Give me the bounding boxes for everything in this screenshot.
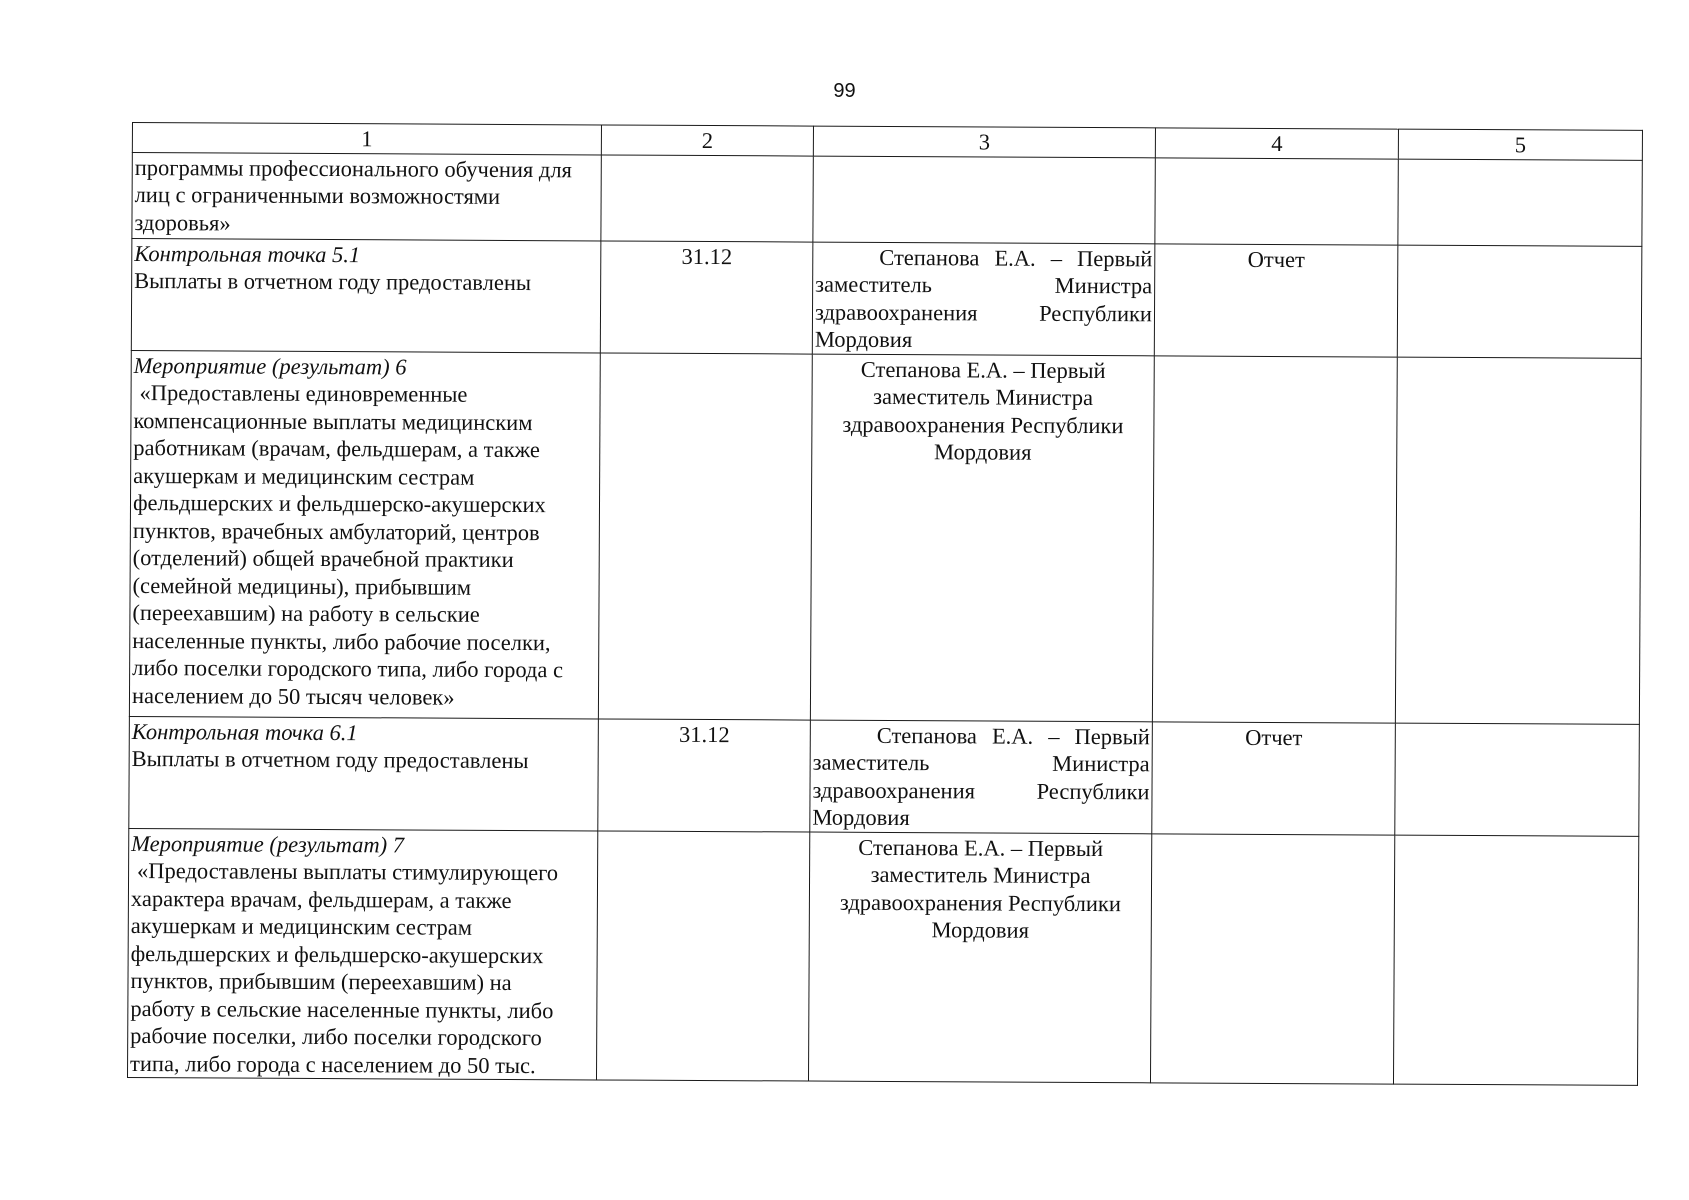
responsible-line: Степанова Е.А. – Первый [858, 834, 1104, 861]
responsible-line: здравоохранения Республики [842, 411, 1124, 438]
description-line: «Предоставлены единовременные [139, 380, 468, 407]
column-number-3: 3 [813, 126, 1155, 157]
responsible-line: заместитель Министра [873, 383, 1094, 411]
responsible-line: Мордовия [934, 439, 1032, 465]
date-cell: 31.12 [600, 240, 813, 353]
description-cell [129, 350, 600, 718]
date-cell [598, 352, 812, 719]
table-row [129, 350, 1641, 724]
description-line: здоровья» [134, 209, 231, 236]
description-line: (семейной медицины), прибывшим [132, 572, 472, 600]
checkpoint-title: Контрольная точка 6.1 [131, 718, 358, 745]
page-number: 99 [833, 80, 856, 102]
description-line: типа, либо города с населением до 50 тыс. [130, 1050, 536, 1078]
date-cell [601, 154, 813, 241]
responsible-line: Мордовия [931, 917, 1030, 943]
date-cell [596, 830, 809, 1081]
info-system-cell [1393, 835, 1638, 1086]
description-line: рабочие поселки, либо поселки городского [130, 1023, 542, 1051]
date-cell: 31.12 [598, 718, 811, 831]
column-number-1: 1 [132, 123, 601, 155]
description-line: фельдшерских и фельдшерско-акушерских [130, 940, 544, 968]
table-row [132, 152, 1642, 246]
table-row [129, 716, 1640, 836]
description-line: либо поселки городского типа, либо города с [132, 655, 564, 683]
description-cell [129, 716, 599, 830]
plan-table [127, 122, 1643, 1086]
description-line: акушеркам и медицинским сестрам [133, 462, 475, 490]
responsible-cell [810, 354, 1154, 722]
description-line: работникам (врачам, фельдшерам, а также [133, 435, 541, 463]
document-cell [1152, 355, 1397, 722]
description-line: акушеркам и медицинским сестрам [130, 913, 473, 940]
description-line: характера врачам, фельдшерам, а также [130, 885, 512, 913]
description-line: фельдшерских и фельдшерско-акушерских [132, 490, 546, 518]
description-line: (переехавшим) на работу в сельские [132, 600, 480, 627]
description-cell [127, 828, 597, 1080]
responsible-cell: Степанова Е.А. – Первый заместитель Министра здравоохранения Республики Мордовия [810, 720, 1153, 834]
table-row [127, 828, 1638, 1085]
column-number-4: 4 [1155, 128, 1398, 159]
document-cell [1155, 157, 1398, 244]
checkpoint-title: Контрольная точка 5.1 [134, 240, 361, 267]
checkpoint-text: Выплаты в отчетном году предоставлены [134, 268, 532, 296]
document-cell [1150, 833, 1394, 1084]
info-system-cell [1395, 723, 1640, 836]
responsible-line: здравоохранения Республики [839, 889, 1122, 916]
info-system-cell [1398, 159, 1642, 246]
description-cell [132, 152, 601, 240]
description-line: пунктов, прибывшим (переехавшим) на [130, 968, 512, 995]
description-line: пунктов, врачебных амбулаторий, центров [132, 517, 540, 545]
info-system-cell [1395, 357, 1641, 724]
description-line: населенные пункты, либо рабочие поселки, [132, 627, 551, 655]
column-number-5: 5 [1398, 129, 1642, 160]
description-line: лиц с ограниченными возможностями [134, 182, 501, 209]
info-system-cell [1397, 245, 1642, 358]
responsible-line: Степанова Е.А. – Первый [860, 356, 1106, 383]
responsible-cell [813, 156, 1155, 244]
column-number-2: 2 [601, 125, 813, 156]
event-title: Мероприятие (результат) 7 [131, 830, 405, 857]
responsible-cell: Степанова Е.А. – Первый заместитель Министра здравоохранения Республики Мордовия [812, 242, 1155, 356]
table-row [131, 238, 1642, 358]
checkpoint-text: Выплаты в отчетном году предоставлены [131, 746, 529, 774]
responsible-line: заместитель Министра [870, 861, 1091, 889]
description-line: населением до 50 тысяч человек» [131, 682, 455, 710]
responsible-cell [808, 832, 1151, 1083]
description-line: работу в сельские населенные пункты, либо [130, 995, 554, 1023]
description-line: «Предоставлены выплаты стимулирующего [137, 858, 559, 886]
document-cell: Отчет [1152, 721, 1396, 834]
document-cell: Отчет [1154, 243, 1398, 356]
description-line: программы профессионального обучения для [134, 154, 573, 182]
description-cell [131, 238, 601, 352]
event-title: Мероприятие (результат) 6 [133, 352, 407, 379]
description-line: компенсационные выплаты медицинским [133, 407, 533, 435]
description-line: (отделений) общей врачебной практики [132, 545, 514, 573]
